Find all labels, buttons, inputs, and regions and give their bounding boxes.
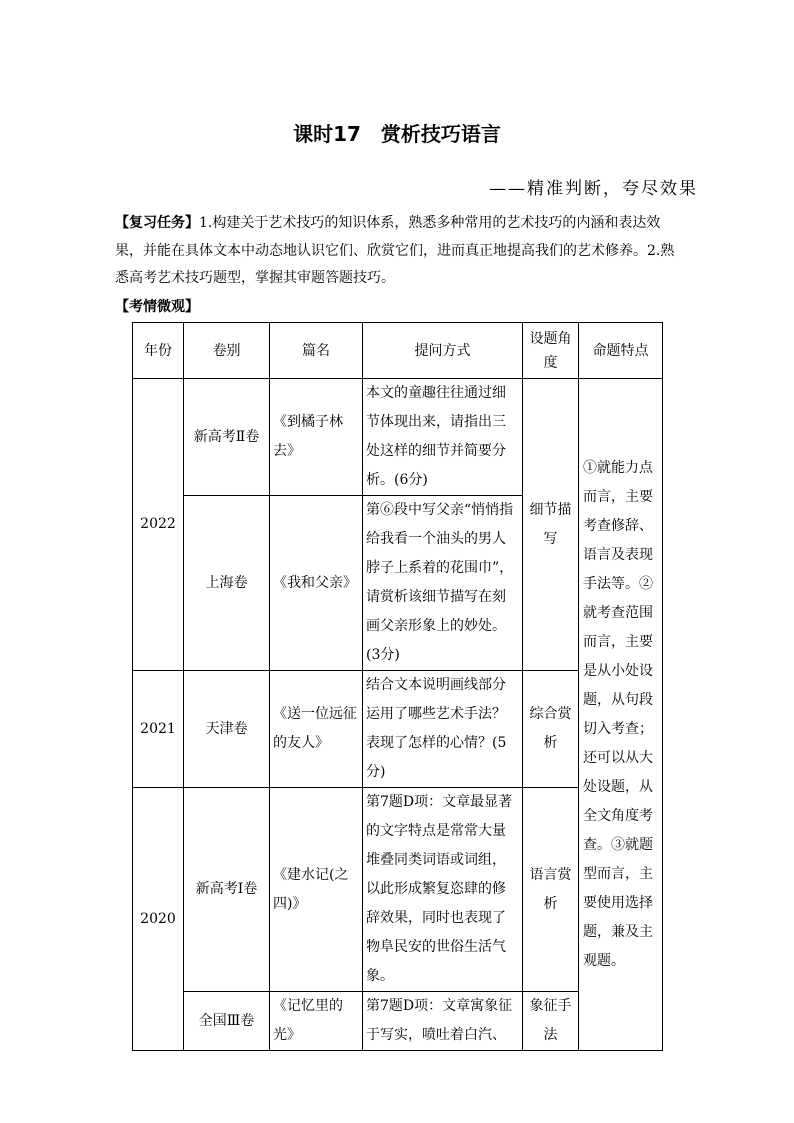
- header-feature: 命题特点: [579, 323, 663, 379]
- cell-year: 2021: [133, 671, 184, 788]
- cell-angle: 象征手法: [523, 992, 579, 1051]
- cell-paper: 上海卷: [184, 496, 270, 671]
- cell-title: 《记忆里的光》: [270, 992, 363, 1051]
- cell-title: 《我和父亲》: [270, 496, 363, 671]
- section-label: 【考情微观】: [115, 299, 199, 315]
- cell-year: 2022: [133, 379, 184, 671]
- cell-features: ①就能力点而言，主要考查修辞、语言及表现手法等。②就考查范围而言，主要是从小处设题，从句段切入考查；还可以从大处设题，从全文角度考查。③就题型而言，主要使用选择题，兼及主观题。: [579, 379, 663, 1051]
- header-question: 提问方式: [363, 323, 523, 379]
- cell-paper: 全国Ⅲ卷: [184, 992, 270, 1051]
- page-title: 课时17 赏析技巧语言: [293, 122, 501, 146]
- cell-angle: 细节描写: [523, 379, 579, 671]
- table-header-row: [133, 323, 663, 379]
- review-task: [115, 210, 681, 293]
- cell-question: 第⑥段中写父亲“悄悄指给我看一个油头的男人脖子上系着的花围巾”，请赏析该细节描写在刻画父亲形象上的妙处。(3分): [363, 496, 523, 671]
- cell-year: 2020: [133, 788, 184, 1051]
- page-subtitle: ——精准判断，夸尽效果: [489, 179, 698, 199]
- exam-table: [132, 322, 663, 1051]
- cell-question: 第7题D项：文章最显著的文字特点是常常大量堆叠同类词语或词组，以此形成繁复恣肆的修辞效果，同时也表现了物阜民安的世俗生活气象。: [363, 788, 523, 992]
- cell-angle: 语言赏析: [523, 788, 579, 992]
- cell-angle: 综合赏析: [523, 671, 579, 788]
- cell-title: 《建水记(之四)》: [270, 788, 363, 992]
- cell-paper: 新高考Ⅱ卷: [184, 379, 270, 496]
- cell-question: 本文的童趣往往通过细节体现出来，请指出三处这样的细节并简要分析。(6分): [363, 379, 523, 496]
- cell-question: 结合文本说明画线部分运用了哪些艺术手法？表现了怎样的心情？(5分): [363, 671, 523, 788]
- header-year: 年份: [133, 323, 184, 379]
- cell-title: 《到橘子林去》: [270, 379, 363, 496]
- cell-paper: 新高考Ⅰ卷: [184, 788, 270, 992]
- header-title: 篇名: [270, 323, 363, 379]
- review-task-tag: 【复习任务】: [115, 215, 199, 231]
- cell-paper: 天津卷: [184, 671, 270, 788]
- review-task-text: 1.构建关于艺术技巧的知识体系，熟悉多种常用的艺术技巧的内涵和表达效果，并能在具体文本中动态地认识它们、欣赏它们，进而真正地提高我们的艺术修养。2.熟悉高考艺术技巧题型，掌握其审题答题技巧。: [115, 215, 675, 286]
- table-row: [133, 379, 663, 496]
- cell-question: 第7题D项：文章寓象征于写实，喷吐着白汽、: [363, 992, 523, 1051]
- header-angle: 设题角度: [523, 323, 579, 379]
- cell-title: 《送一位远征的友人》: [270, 671, 363, 788]
- header-paper: 卷别: [184, 323, 270, 379]
